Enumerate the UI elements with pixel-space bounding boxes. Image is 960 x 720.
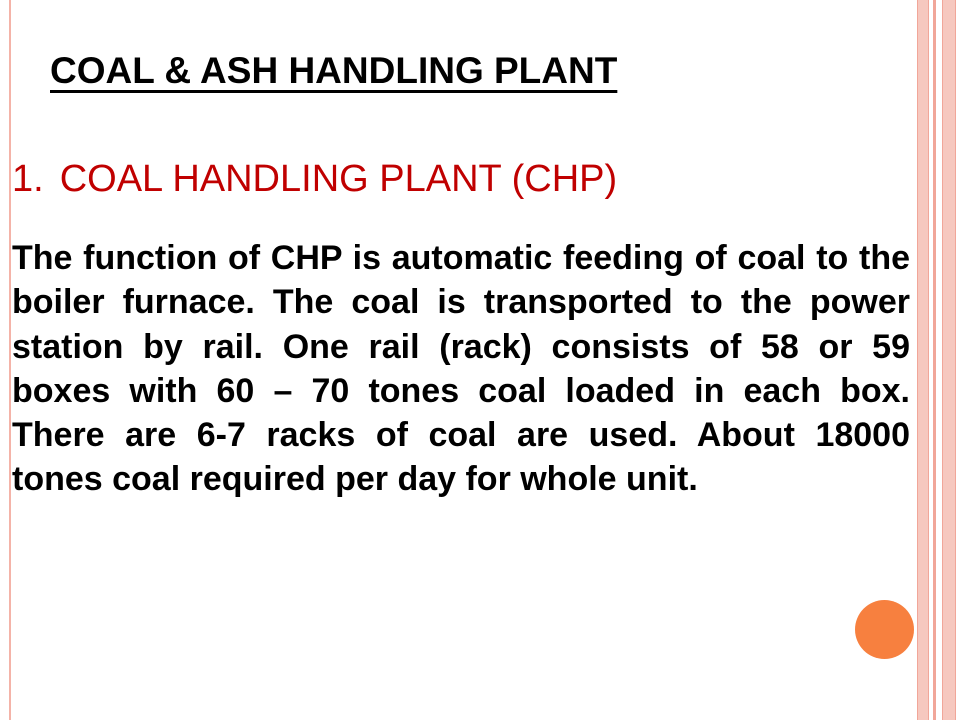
section-heading-text: COAL HANDLING PLANT (CHP) — [59, 158, 618, 200]
orange-circle-decoration — [855, 600, 914, 659]
body-paragraph: The function of CHP is automatic feeding of coal to the boiler furnace. The coal is transported to the power station by rail. One rail (rack) consists of 58 or 59 boxes with 60 – 70 tones coal loaded in each box. There are 6-7 racks of coal are used. About 18000 tones coal required per day for whole unit. — [12, 239, 910, 499]
slide-title: COAL & ASH HANDLING PLANT — [50, 50, 618, 91]
right-decorative-line — [933, 0, 936, 720]
left-border-line — [9, 0, 11, 720]
section-number: 1. — [12, 158, 44, 200]
section-heading — [12, 158, 617, 201]
right-decorative-band — [917, 0, 929, 720]
right-decorative-band-outer — [942, 0, 956, 720]
